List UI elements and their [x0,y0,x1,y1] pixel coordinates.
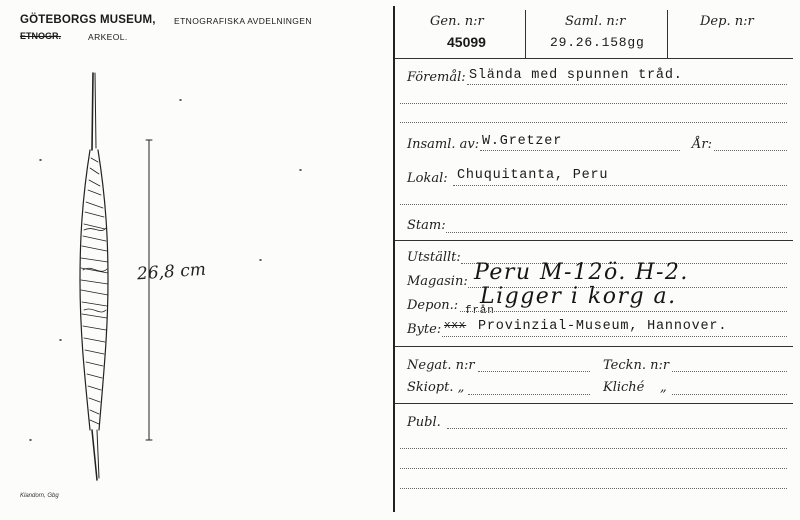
dotted-line [400,204,787,205]
byte-value: Provinzial-Museum, Hannover. [478,319,728,334]
dotted-line [400,122,787,123]
negat-label: Negat. n:r [407,358,475,373]
foremal-value: Slända med spunnen tråd. [469,68,683,83]
dotted-line [478,371,590,372]
utstallt-label: Utställt: [407,250,461,265]
department-name: ETNOGRAFISKA AVDELNINGEN [174,16,312,26]
dotted-line [400,488,787,489]
dotted-line [460,311,787,312]
publ-label: Publ. [407,415,441,430]
magasin-label: Magasin: [407,274,468,289]
dotted-line [480,150,680,151]
dotted-line [400,103,787,104]
dotted-line [467,84,787,85]
lokal-value: Chuquitanta, Peru [457,168,609,183]
lokal-label: Lokal: [407,171,448,186]
rule [395,346,793,347]
struck-section-label: ETNOGR. [20,31,62,41]
insaml-label: Insaml. av: [407,137,480,152]
gen-nr-value: 45099 [447,34,486,50]
card-divider [393,6,395,512]
saml-nr-value: 29.26.158gg [550,35,645,50]
skiopt-label: Skiopt. „ [407,380,465,395]
ar-label: År: [692,137,712,152]
column-separator [667,10,668,58]
dotted-line [672,394,787,395]
dotted-line [400,468,787,469]
rule [395,240,793,241]
kliche-ditto: „ [660,380,667,395]
dotted-line [447,428,787,429]
saml-nr-label: Saml. n:r [565,14,626,29]
museum-name: GÖTEBORGS MUSEUM, [20,14,156,26]
dotted-line [446,232,787,233]
depon-value: Ligger i korg a. [480,284,677,309]
gen-nr-label: Gen. n:r [430,14,484,29]
stam-label: Stam: [407,218,446,233]
dotted-line [453,185,787,186]
rule [395,403,793,404]
depon-label: Depon.: [407,298,459,313]
length-annotation: 26,8 cm [136,259,207,285]
dep-nr-label: Dep. n:r [700,14,754,29]
column-separator [525,10,526,58]
drawer-signature: Klandorn, Gbg [20,493,59,499]
fran-note: från [465,305,495,317]
foremal-label: Föremål: [407,70,466,85]
kliche-label: Kliché [603,380,645,395]
byte-struck: xxx [444,320,467,332]
dotted-line [672,371,787,372]
section-label: ARKEOL. [88,32,128,42]
dotted-line [468,394,590,395]
teckn-label: Teckn. n:r [603,358,670,373]
magasin-value: Peru M-12ö. H-2. [474,260,689,285]
rule [395,58,793,59]
dotted-line [442,336,787,337]
dotted-line [714,150,787,151]
byte-label: Byte: [407,322,442,337]
dotted-line [400,448,787,449]
insaml-value: W.Gretzer [482,134,563,149]
